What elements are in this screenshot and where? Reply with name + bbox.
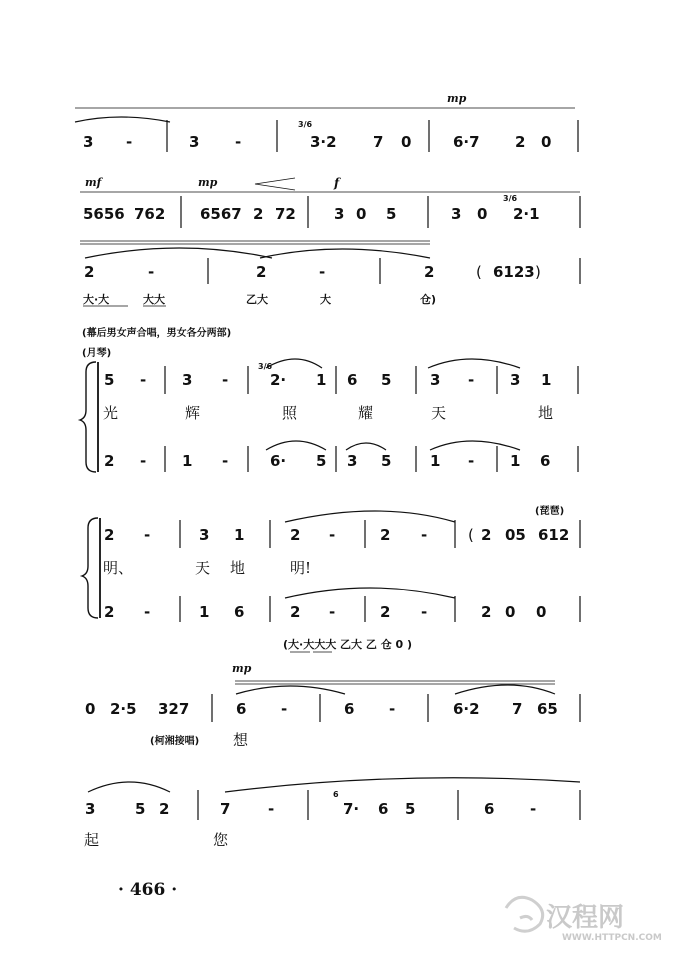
- note: -: [329, 603, 336, 621]
- note: 2: [256, 263, 267, 281]
- lyric: 起: [84, 831, 100, 849]
- note: 1: [541, 371, 552, 389]
- note: 6·7: [453, 133, 480, 151]
- note: 3: [451, 205, 462, 223]
- singer-label: (柯湘接唱): [150, 736, 200, 747]
- note: 2: [515, 133, 526, 151]
- note: 3·2: [310, 133, 337, 151]
- dynamic-f: f: [334, 176, 340, 190]
- instrument-label: (月琴): [82, 348, 112, 359]
- lyric: 想: [233, 731, 249, 749]
- note: 3: [189, 133, 200, 151]
- note: 5: [135, 800, 146, 818]
- note: 0: [541, 133, 552, 151]
- paren: ): [535, 263, 541, 281]
- note: 2: [481, 603, 492, 621]
- note: 5: [405, 800, 416, 818]
- page-number: · 466 ·: [118, 880, 178, 900]
- note: 5: [381, 452, 392, 470]
- note: 5: [386, 205, 397, 223]
- note: 0: [85, 700, 96, 718]
- note: -: [329, 526, 336, 544]
- note: -: [421, 603, 428, 621]
- section-heading: (幕后男女声合唱，男女各分两部): [82, 328, 232, 339]
- note: 3: [182, 371, 193, 389]
- note: -: [144, 603, 151, 621]
- note: -: [126, 133, 133, 151]
- percussion: 大大: [143, 293, 165, 306]
- note: 1: [316, 371, 327, 389]
- note: 0: [536, 603, 547, 621]
- grace-note: 3/6: [258, 362, 273, 371]
- note: 1: [234, 526, 245, 544]
- grace-note: 3/6: [298, 120, 313, 129]
- note: -: [530, 800, 537, 818]
- lyric: 地: [230, 559, 246, 577]
- paren: (: [468, 526, 474, 544]
- note: 1: [430, 452, 441, 470]
- note: -: [319, 263, 326, 281]
- note: 2·: [270, 371, 287, 389]
- note: 2: [104, 603, 115, 621]
- note: 3: [85, 800, 96, 818]
- note: 6: [378, 800, 389, 818]
- note: 3: [510, 371, 521, 389]
- note: 5: [381, 371, 392, 389]
- note: 2: [380, 603, 391, 621]
- note: 6: [236, 700, 247, 718]
- note: 6: [344, 700, 355, 718]
- note: 6: [234, 603, 245, 621]
- note: -: [140, 452, 147, 470]
- lyric: 明!: [290, 559, 312, 577]
- note: 612: [538, 526, 570, 544]
- note: 2: [104, 452, 115, 470]
- note: 2·5: [110, 700, 137, 718]
- lyric: 您: [213, 831, 229, 849]
- note: -: [268, 800, 275, 818]
- note: 1: [199, 603, 210, 621]
- note: 3: [83, 133, 94, 151]
- note: 5: [316, 452, 327, 470]
- note: 762: [134, 205, 166, 223]
- instrument-label: (琵琶): [535, 506, 565, 517]
- note: 6567: [200, 205, 242, 223]
- note: -: [144, 526, 151, 544]
- note: 5656: [83, 205, 125, 223]
- paren: (: [476, 263, 482, 281]
- note: 2: [290, 603, 301, 621]
- note: 2·1: [513, 205, 540, 223]
- note: 65: [537, 700, 558, 718]
- dynamic-mf: mf: [85, 176, 102, 189]
- note: -: [468, 371, 475, 389]
- percussion: 乙大: [246, 293, 268, 306]
- dynamic-mp: mp: [198, 176, 218, 189]
- lyric: 光: [103, 404, 119, 422]
- note: 2: [290, 526, 301, 544]
- note: 3: [347, 452, 358, 470]
- note: 2: [253, 205, 264, 223]
- watermark-name: 汉程网: [546, 903, 625, 933]
- note: 05: [505, 526, 526, 544]
- percussion: (大·大大大 乙大 乙 仓 0 ): [283, 638, 413, 651]
- note: -: [389, 700, 396, 718]
- note: 7: [220, 800, 231, 818]
- percussion: 大·大: [83, 293, 110, 306]
- note: 72: [275, 205, 296, 223]
- note: 0: [356, 205, 367, 223]
- note: 3: [430, 371, 441, 389]
- note: 0: [401, 133, 412, 151]
- lyric: 地: [538, 404, 554, 422]
- note: 2: [481, 526, 492, 544]
- note: -: [222, 371, 229, 389]
- lyric: 照: [282, 404, 298, 422]
- note: 1: [510, 452, 521, 470]
- lyric: 辉: [185, 404, 201, 422]
- note: 6: [484, 800, 495, 818]
- percussion: 大: [320, 293, 331, 306]
- note: -: [222, 452, 229, 470]
- note: 6: [540, 452, 551, 470]
- note: -: [148, 263, 155, 281]
- note: -: [281, 700, 288, 718]
- watermark-url: WWW.HTTPCN.COM: [562, 933, 662, 943]
- note: 0: [477, 205, 488, 223]
- lyric: 天: [195, 559, 211, 577]
- lyric: 耀: [358, 404, 374, 422]
- note: -: [140, 371, 147, 389]
- note: 5: [104, 371, 115, 389]
- note: 1: [182, 452, 193, 470]
- note: 7·: [343, 800, 360, 818]
- note: 6·: [270, 452, 287, 470]
- dynamic-mp: mp: [447, 92, 467, 105]
- note: 7: [373, 133, 384, 151]
- note: 2: [380, 526, 391, 544]
- note: 3: [199, 526, 210, 544]
- grace-note: 6: [333, 790, 339, 799]
- note: 2: [84, 263, 95, 281]
- note: 2: [104, 526, 115, 544]
- note: 6123: [493, 263, 535, 281]
- note: 327: [158, 700, 190, 718]
- note: 0: [505, 603, 516, 621]
- percussion: 仓): [420, 293, 437, 306]
- dynamic-mp: mp: [232, 662, 252, 675]
- note: -: [421, 526, 428, 544]
- lyric: 天: [431, 404, 447, 422]
- note: 2: [159, 800, 170, 818]
- lyric: 明、: [103, 559, 134, 577]
- note: 7: [512, 700, 523, 718]
- grace-note: 3/6: [503, 194, 518, 203]
- note: 6: [347, 371, 358, 389]
- note: 6·2: [453, 700, 480, 718]
- note: -: [468, 452, 475, 470]
- note: 2: [424, 263, 435, 281]
- note: 3: [334, 205, 345, 223]
- note: -: [235, 133, 242, 151]
